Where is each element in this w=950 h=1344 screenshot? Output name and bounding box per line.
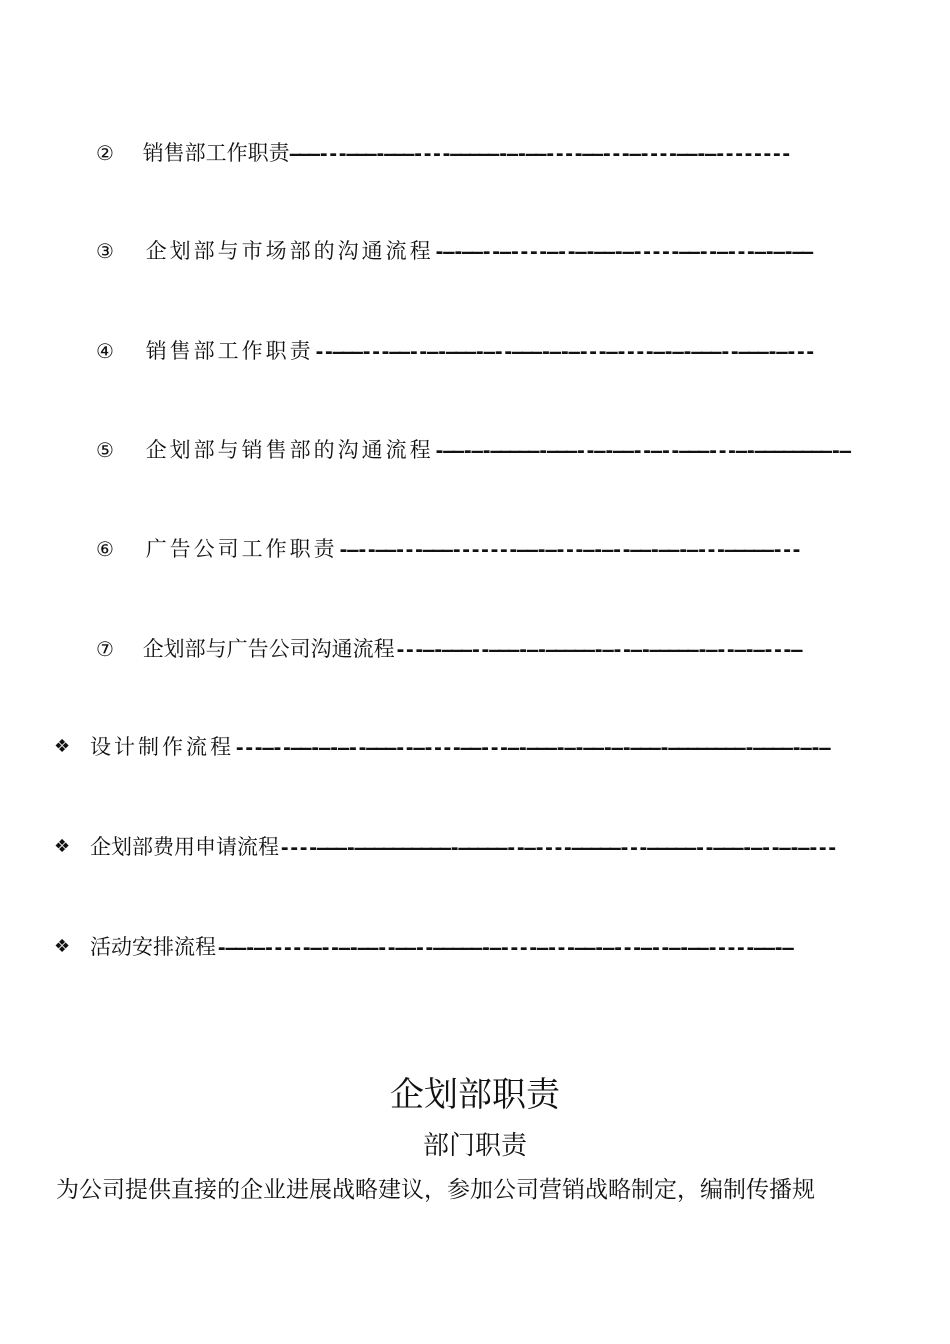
- section-title: 企划部职责: [390, 1075, 560, 1115]
- diamond-bullet-icon: ❖: [54, 836, 71, 857]
- toc-title: 企划部与广告公司沟通流程: [142, 637, 395, 661]
- toc-leader: ———---———-———----—————-—-——----——---—----——-—--------: [289, 143, 790, 165]
- toc-title: 销售部工作职责: [145, 339, 314, 363]
- toc-leader: --———---——--—-———-—--———-—-—---—----—-—-———--———-—---: [313, 341, 814, 363]
- toc-title: 企划部费用申请流程: [90, 835, 279, 859]
- toc-leader: ----———-——————————-—————--—----—————---—————--———-—--—-—---: [279, 837, 836, 859]
- toc-leader: -——-—-----—--—-——--——--—————-—----—---——-—---—--—-——-----——-—: [216, 937, 792, 959]
- toc-number: ⑦: [96, 637, 114, 661]
- toc-leader: -—--——---———-------——-—---—-—--——-——-—---—————---: [337, 539, 801, 561]
- toc-number: ②: [96, 141, 114, 165]
- toc-number: ③: [96, 239, 117, 263]
- toc-number: ⑤: [96, 438, 117, 462]
- toc-number: ④: [96, 339, 117, 363]
- toc-title: 活动安排流程: [90, 935, 216, 959]
- toc-leader: -——-—-—————-———--—-——--—--———---—-————————-—: [433, 440, 850, 462]
- toc-leader: -—-——--—----—--—-——-—-----——--—---—-—-——: [433, 241, 812, 263]
- toc-title: 设计制作流程: [90, 735, 234, 759]
- toc-entry[interactable]: [56, 326, 898, 377]
- toc-title: 销售部工作职责: [142, 141, 290, 165]
- toc-title: 企划部与市场部的沟通流程: [145, 239, 434, 263]
- toc-entry[interactable]: [56, 624, 898, 675]
- toc-leader: ---—-———--———-—-—————-—--—-—————-—--—-—---—: [394, 639, 801, 661]
- toc-title: 广告公司工作职责: [145, 537, 338, 561]
- toc-entry[interactable]: [56, 524, 898, 575]
- section-subtitle: 部门职责: [422, 1131, 527, 1161]
- diamond-bullet-icon: ❖: [54, 936, 71, 957]
- toc-title: 企划部与销售部的沟通流程: [145, 438, 434, 462]
- diamond-bullet-icon: ❖: [54, 736, 74, 757]
- toc-entry[interactable]: [56, 226, 898, 277]
- body-paragraph: 为公司提供直接的企业进展战略建议，参加公司营销战略制定，编制传播规: [56, 1177, 815, 1203]
- toc-leader: ---—--——-—-—--———--—----——---—-———-—-——-—-———-————————-————-—-—: [234, 737, 829, 759]
- toc-bullet-entry[interactable]: [54, 822, 898, 873]
- toc-entry[interactable]: [56, 425, 898, 476]
- toc-entry[interactable]: [56, 128, 898, 179]
- toc-bullet-entry[interactable]: [54, 722, 898, 773]
- toc-number: ⑥: [96, 537, 117, 561]
- toc-bullet-entry[interactable]: [54, 922, 898, 973]
